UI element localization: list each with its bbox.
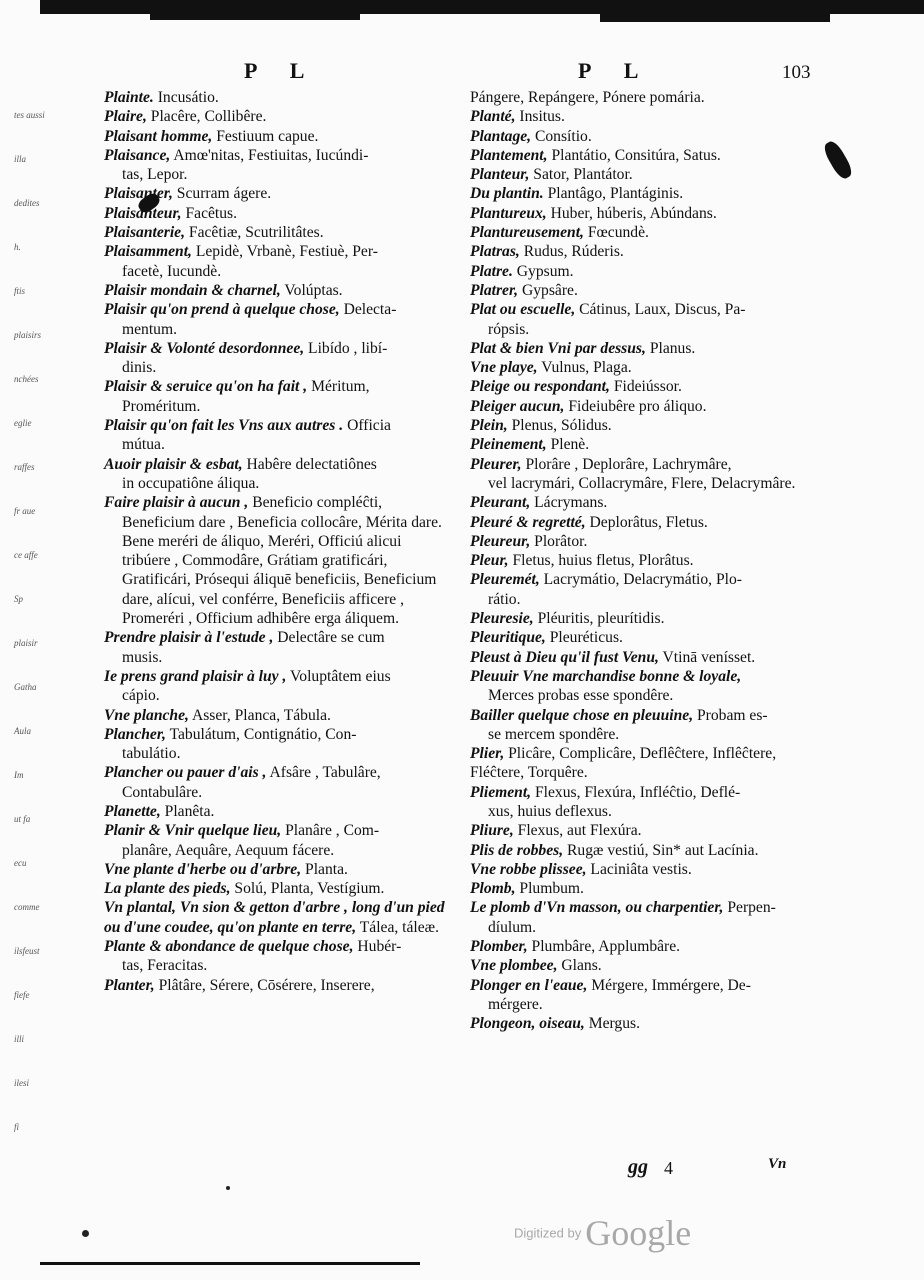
latin-gloss: Consítio.	[534, 127, 592, 145]
dictionary-entry	[470, 435, 798, 454]
latin-gloss: Glans.	[561, 957, 602, 975]
stray-dot	[82, 1230, 89, 1237]
headword: Vne plante d'herbe ou d'arbre,	[104, 860, 302, 878]
gloss-continuation: mútua.	[122, 436, 165, 454]
dictionary-entry	[470, 300, 798, 339]
headword: Vn plantal, Vn sion & getton d'arbre , long d'un pied ou d'une coudee, qu'on plante en terre,	[104, 899, 445, 936]
headword: Plaisir & seruice qu'on ha fait ,	[104, 378, 308, 396]
latin-gloss: Mergus.	[588, 1015, 640, 1033]
latin-gloss: Facêtus.	[185, 204, 238, 222]
headword: Plaisir qu'on prend à quelque chose,	[104, 301, 340, 319]
margin-note: ce affe	[14, 550, 38, 560]
dictionary-entry	[470, 358, 798, 377]
headword: Faire plaisir à aucun ,	[104, 494, 249, 512]
latin-gloss: Scurram ágere.	[176, 185, 272, 203]
dictionary-entry	[470, 609, 798, 628]
latin-gloss: Afsâre , Tabulâre,	[269, 764, 381, 782]
headword: Vne planche,	[104, 706, 189, 724]
dictionary-entry	[470, 184, 798, 203]
dictionary-entry	[470, 821, 798, 840]
latin-gloss: Plâtâre, Sérere, Cōsérere, Inserere,	[158, 976, 375, 994]
latin-gloss: Plorâre , Deplorâre, Lachrymâre,	[525, 455, 732, 473]
latin-gloss: Libído , libí-	[308, 339, 388, 357]
gloss-continuation: tas, Feracitas.	[122, 957, 208, 975]
headword: Pleuritique,	[470, 629, 546, 647]
headword: Plat ou escuelle,	[470, 301, 576, 319]
latin-gloss: Delectâre se cum	[277, 629, 385, 647]
latin-gloss: Méritum,	[311, 378, 370, 396]
margin-note: ilsfeust	[14, 946, 40, 956]
headword: Pleige ou respondant,	[470, 378, 610, 396]
headword: Pleuuir Vne marchandise bonne & loyale,	[470, 667, 742, 685]
dictionary-entry	[470, 146, 798, 165]
dictionary-entry	[104, 628, 448, 667]
catchword: Vn	[768, 1156, 787, 1172]
gloss-continuation: musis.	[122, 648, 163, 666]
dictionary-entry	[470, 416, 798, 435]
dictionary-entry	[104, 339, 448, 378]
latin-gloss: Hubér-	[357, 938, 402, 956]
headword: Vne robbe plissee,	[470, 860, 587, 878]
dictionary-entry	[104, 416, 448, 455]
latin-gloss: Facêtiæ, Scutrilitâtes.	[188, 224, 324, 242]
latin-gloss: Lepidè, Vrbanè, Festiuè, Per-	[195, 243, 378, 261]
dictionary-entry	[104, 802, 448, 821]
margin-note: illi	[14, 1034, 25, 1044]
margin-note: fr aue	[14, 506, 36, 516]
gloss-continuation: tabulátio.	[122, 745, 181, 763]
gloss-continuation: mérgere.	[488, 995, 543, 1013]
headword: Plaisance,	[104, 146, 171, 164]
headword: Plomb,	[470, 880, 516, 898]
dictionary-entry	[104, 706, 448, 725]
headword: Pleurer,	[470, 455, 522, 473]
latin-gloss: Planêta.	[164, 802, 215, 820]
latin-gloss: Planus.	[649, 339, 696, 357]
dictionary-entry	[104, 976, 448, 995]
latin-gloss: Flexus, Flexúra, Infléĉtio, Deflé-	[534, 783, 741, 801]
dictionary-entry	[470, 744, 798, 783]
stray-dot	[226, 1186, 230, 1190]
dictionary-entry	[470, 860, 798, 879]
headword: Platre.	[470, 262, 513, 280]
latin-gloss: Habêre delectatiônes	[246, 455, 377, 473]
headword: Pleuremét,	[470, 571, 540, 589]
margin-note: plaisir	[14, 638, 38, 648]
gloss-continuation: díulum.	[488, 918, 537, 936]
latin-gloss: Gypsâre.	[522, 281, 578, 299]
margin-note: Im	[14, 770, 24, 780]
headword: La plante des pieds,	[104, 880, 231, 898]
dictionary-entry	[470, 570, 798, 609]
latin-gloss: Flexus, aut Flexúra.	[517, 822, 642, 840]
dictionary-entry	[104, 107, 448, 126]
headword: Plaisir mondain & charnel,	[104, 281, 281, 299]
margin-note: fi	[14, 1122, 20, 1132]
latin-gloss: Deplorâtus, Fletus.	[589, 513, 708, 531]
gloss-continuation: dinis.	[122, 359, 157, 377]
latin-gloss: Tabulátum, Contignátio, Con-	[169, 725, 357, 743]
dictionary-entry	[104, 493, 448, 628]
gloss-continuation: Merces probas esse spondêre.	[488, 687, 674, 705]
margin-note: h.	[14, 242, 21, 252]
headword: Ie prens grand plaisir à luy ,	[104, 667, 287, 685]
latin-gloss: Pléuritis, pleurítidis.	[537, 610, 665, 628]
headword: Pleinement,	[470, 436, 547, 454]
dictionary-entry	[104, 242, 448, 281]
dictionary-entry	[104, 184, 448, 203]
headword: Platrer,	[470, 281, 519, 299]
dictionary-entry	[470, 532, 798, 551]
dictionary-entry	[104, 88, 448, 107]
headword: Plaisir qu'on fait les Vns aux autres .	[104, 417, 344, 435]
dictionary-entry	[104, 223, 448, 242]
margin-note: eglie	[14, 418, 32, 428]
latin-gloss: Voluptâtem eius	[290, 667, 391, 685]
headword: Plancher,	[104, 725, 166, 743]
margin-note: Sp	[14, 594, 23, 604]
latin-gloss: Planta.	[305, 860, 348, 878]
margin-note: plaisirs	[14, 330, 42, 340]
latin-gloss: Fideiubêre pro áliquo.	[568, 397, 707, 415]
dictionary-entry	[470, 648, 798, 667]
signature-mark: gg	[628, 1156, 648, 1178]
headword: Planette,	[104, 802, 161, 820]
dictionary-entry	[104, 146, 448, 185]
dictionary-entry	[104, 455, 448, 494]
page-number: 103	[782, 62, 811, 83]
dictionary-entry	[470, 628, 798, 647]
gloss-continuation: planâre, Aequâre, Aequum fácere.	[122, 841, 335, 859]
dictionary-entry	[470, 493, 798, 512]
latin-gloss: Lacrymátio, Delacrymátio, Plo-	[543, 571, 742, 589]
headword: Pliure,	[470, 822, 514, 840]
latin-gloss: Perpen-	[727, 899, 776, 917]
headword: Platras,	[470, 243, 520, 261]
dictionary-entry	[470, 898, 798, 937]
dictionary-entry	[470, 397, 798, 416]
gloss-continuation: se mercem spondêre.	[488, 725, 620, 743]
headword: Plat & bien Vni par dessus,	[470, 339, 646, 357]
headword: Le plomb d'Vn masson, ou charpentier,	[470, 899, 724, 917]
ink-blot	[821, 139, 855, 182]
gloss-continuation: facetè, Iucundè.	[122, 262, 222, 280]
latin-gloss: Plumbum.	[519, 880, 584, 898]
scan-top-edge-notch-right	[600, 14, 830, 22]
latin-gloss: Tálea, táleæ.	[359, 918, 439, 936]
latin-gloss: Festiuum capue.	[216, 127, 319, 145]
dictionary-entry	[470, 262, 798, 281]
dictionary-entry	[470, 976, 798, 1015]
latin-gloss: Mérgere, Immérgere, De-	[591, 976, 751, 994]
latin-gloss: Incusátio.	[157, 89, 219, 106]
headword: Plantage,	[470, 127, 532, 145]
headword: Pleust à Dieu qu'il fust Venu,	[470, 648, 659, 666]
latin-gloss: Plumbâre, Applumbâre.	[531, 938, 681, 956]
dictionary-entry	[470, 956, 798, 975]
latin-gloss: Pángere, Repángere, Pónere pomária.	[470, 89, 705, 106]
latin-gloss: Fletus, huius fletus, Plorâtus.	[512, 552, 694, 570]
headword: Plaisamment,	[104, 243, 192, 261]
headword: Plancher ou pauer d'ais ,	[104, 764, 267, 782]
dictionary-entry	[470, 127, 798, 146]
latin-gloss: Vtinā venísset.	[662, 648, 756, 666]
dictionary-entry	[470, 551, 798, 570]
dictionary-entry	[470, 88, 798, 107]
headword: Plainte.	[104, 89, 154, 106]
dictionary-entry	[470, 513, 798, 532]
scan-top-edge	[40, 0, 924, 14]
headword: Plein,	[470, 417, 508, 435]
dictionary-entry	[470, 281, 798, 300]
latin-gloss: Cátinus, Laux, Discus, Pa-	[579, 301, 746, 319]
latin-gloss: Plenè.	[550, 436, 590, 454]
dictionary-entry	[470, 204, 798, 223]
latin-gloss: Beneficio compléĉti,	[252, 494, 383, 512]
headword: Planteur,	[470, 166, 530, 184]
headword: Plaire,	[104, 108, 147, 126]
latin-gloss: Planâre , Com-	[285, 822, 380, 840]
headword: Pleurant,	[470, 494, 531, 512]
latin-gloss: Huber, húberis, Abúndans.	[550, 204, 717, 222]
scan-top-edge-notch	[150, 14, 360, 20]
left-column	[104, 88, 448, 995]
gloss-continuation: mentum.	[122, 320, 178, 338]
latin-gloss: Amœ'nitas, Festiuitas, Iucúndi-	[173, 146, 369, 164]
dictionary-entry	[104, 898, 448, 937]
dictionary-entry	[104, 281, 448, 300]
headword: Bailler quelque chose en pleuuine,	[470, 706, 694, 724]
signature-number: 4	[664, 1158, 673, 1178]
latin-gloss: Rugæ vestiú, Sin* aut Lacínia.	[567, 841, 759, 859]
headword: Pleur,	[470, 552, 509, 570]
dictionary-entry	[470, 339, 798, 358]
headword: Plaisir & Volonté desordonnee,	[104, 339, 305, 357]
latin-gloss: Asser, Planca, Tábula.	[191, 706, 331, 724]
headword: Plante & abondance de quelque chose,	[104, 938, 354, 956]
headword: Pleuresie,	[470, 610, 534, 628]
dictionary-entry	[104, 879, 448, 898]
dictionary-entry	[470, 107, 798, 126]
dictionary-entry	[470, 455, 798, 494]
gloss-continuation: vel lacrymári, Collacrymâre, Flere, Delacrymâre.	[488, 474, 796, 492]
dictionary-entry	[470, 667, 798, 706]
latin-gloss: Vulnus, Plaga.	[541, 359, 632, 377]
dictionary-entry	[470, 879, 798, 898]
running-header-left: P L	[244, 58, 319, 83]
gloss-continuation: rátio.	[488, 590, 521, 608]
gloss-continuation: Proméritum.	[122, 397, 201, 415]
dictionary-entry	[104, 377, 448, 416]
headword: Pleiger aucun,	[470, 397, 565, 415]
latin-gloss: Gypsum.	[516, 262, 574, 280]
headword: Vne playe,	[470, 359, 538, 377]
gloss-continuation: cápio.	[122, 687, 160, 705]
dictionary-entry	[104, 725, 448, 764]
latin-gloss: Volúptas.	[284, 281, 343, 299]
latin-gloss: Pleuréticus.	[549, 629, 623, 647]
margin-note: ilesi	[14, 1078, 29, 1088]
latin-gloss: Plantâgo, Plantáginis.	[547, 185, 684, 203]
dictionary-entry	[470, 242, 798, 261]
headword: Planté,	[470, 108, 516, 126]
latin-gloss: Delecta-	[343, 301, 397, 319]
headword: Plaisant homme,	[104, 127, 213, 145]
margin-note: illa	[14, 154, 27, 164]
latin-gloss: Probam es-	[697, 706, 768, 724]
margin-note: dedites	[14, 198, 40, 208]
latin-gloss: Laciniâta vestis.	[590, 860, 692, 878]
headword: Plaisanterie,	[104, 224, 185, 242]
dictionary-entry	[104, 127, 448, 146]
dictionary-entry	[470, 783, 798, 822]
latin-gloss: Plantátio, Consitúra, Satus.	[551, 146, 721, 164]
headword: Plomber,	[470, 938, 528, 956]
margin-note: Gatha	[14, 682, 37, 692]
latin-gloss: Placêre, Collibêre.	[150, 108, 267, 126]
margin-note: comme	[14, 902, 40, 912]
dictionary-entry	[104, 937, 448, 976]
headword: Planter,	[104, 976, 155, 994]
gloss-continuation: in occupatiône áliqua.	[122, 474, 260, 492]
gloss-continuation: Contabulâre.	[122, 783, 203, 801]
latin-gloss: Solú, Planta, Vestígium.	[234, 880, 385, 898]
margin-note: tes aussi	[14, 110, 45, 120]
headword: Vne plombee,	[470, 957, 558, 975]
dictionary-entry	[104, 763, 448, 802]
latin-gloss: Fideiússor.	[613, 378, 682, 396]
bottom-rule	[40, 1262, 420, 1265]
headword: Plantureux,	[470, 204, 547, 222]
dictionary-entry	[104, 667, 448, 706]
headword: Plaisanteur,	[104, 204, 182, 222]
dictionary-entry	[470, 165, 798, 184]
gloss-continuation: rópsis.	[488, 320, 530, 338]
dictionary-entry	[104, 860, 448, 879]
headword: Planir & Vnir quelque lieu,	[104, 822, 282, 840]
dictionary-entry	[470, 1014, 798, 1033]
headword: Du plantin.	[470, 185, 544, 203]
margin-note: nchées	[14, 374, 39, 384]
gloss-continuation: xus, huius deflexus.	[488, 802, 612, 820]
watermark-brand: Google	[585, 1213, 692, 1253]
margin-note: Aula	[14, 726, 31, 736]
margin-note: ecu	[14, 858, 27, 868]
dictionary-entry	[104, 300, 448, 339]
dictionary-entry	[470, 841, 798, 860]
latin-gloss: Fœcundè.	[587, 224, 649, 242]
gloss-continuation: tas, Lepor.	[122, 166, 188, 184]
latin-gloss: Insitus.	[519, 108, 565, 126]
headword: Plantement,	[470, 146, 548, 164]
headword: Plantureusement,	[470, 224, 584, 242]
headword: Pliement,	[470, 783, 532, 801]
dictionary-entry	[470, 377, 798, 396]
headword: Plongeon, oiseau,	[470, 1015, 585, 1033]
headword: Plonger en l'eaue,	[470, 976, 588, 994]
latin-gloss: Officia	[347, 417, 391, 435]
running-header-right: P L	[578, 58, 653, 83]
latin-gloss: Plicâre, Complicâre, Deflêĉtere, Inflêĉtere, Fléĉtere, Torquêre.	[470, 745, 777, 782]
margin-note: ftis	[14, 286, 26, 296]
latin-gloss: Plorâtor.	[534, 532, 588, 550]
latin-gloss: Sator, Plantátor.	[533, 166, 633, 184]
google-watermark	[514, 1212, 691, 1254]
latin-gloss: Rudus, Rúderis.	[523, 243, 624, 261]
headword: Plaisanter,	[104, 185, 173, 203]
margin-note: raffes	[14, 462, 35, 472]
gloss-continuation: Beneficium dare , Beneficia collocâre, Mérita dare. Bene meréri de áliquo, Meréri, Officiú alicui tribúere , Commodâre, Grátiam gratificári, Gratificári, Prósequi áliquē beneficiis, Beneficium dare, alícui, vel conférre, Beneficiis afficere , Promeréri , Officium adhibêre erga áliquem.	[122, 513, 442, 628]
dictionary-entry	[470, 706, 798, 745]
headword: Plis de robbes,	[470, 841, 564, 859]
dictionary-entry	[470, 937, 798, 956]
watermark-prefix: Digitized by	[514, 1225, 582, 1241]
headword: Plier,	[470, 745, 505, 763]
dictionary-entry	[104, 204, 448, 223]
right-column	[470, 88, 798, 1034]
margin-note: fiefe	[14, 990, 30, 1000]
headword: Auoir plaisir & esbat,	[104, 455, 243, 473]
latin-gloss: Lácrymans.	[534, 494, 608, 512]
dictionary-entry	[470, 223, 798, 242]
headword: Pleuré & regretté,	[470, 513, 586, 531]
headword: Prendre plaisir à l'estude ,	[104, 629, 274, 647]
latin-gloss: Plenus, Sólidus.	[511, 417, 612, 435]
dictionary-entry	[104, 821, 448, 860]
headword: Pleureur,	[470, 532, 531, 550]
margin-note: ut fa	[14, 814, 31, 824]
